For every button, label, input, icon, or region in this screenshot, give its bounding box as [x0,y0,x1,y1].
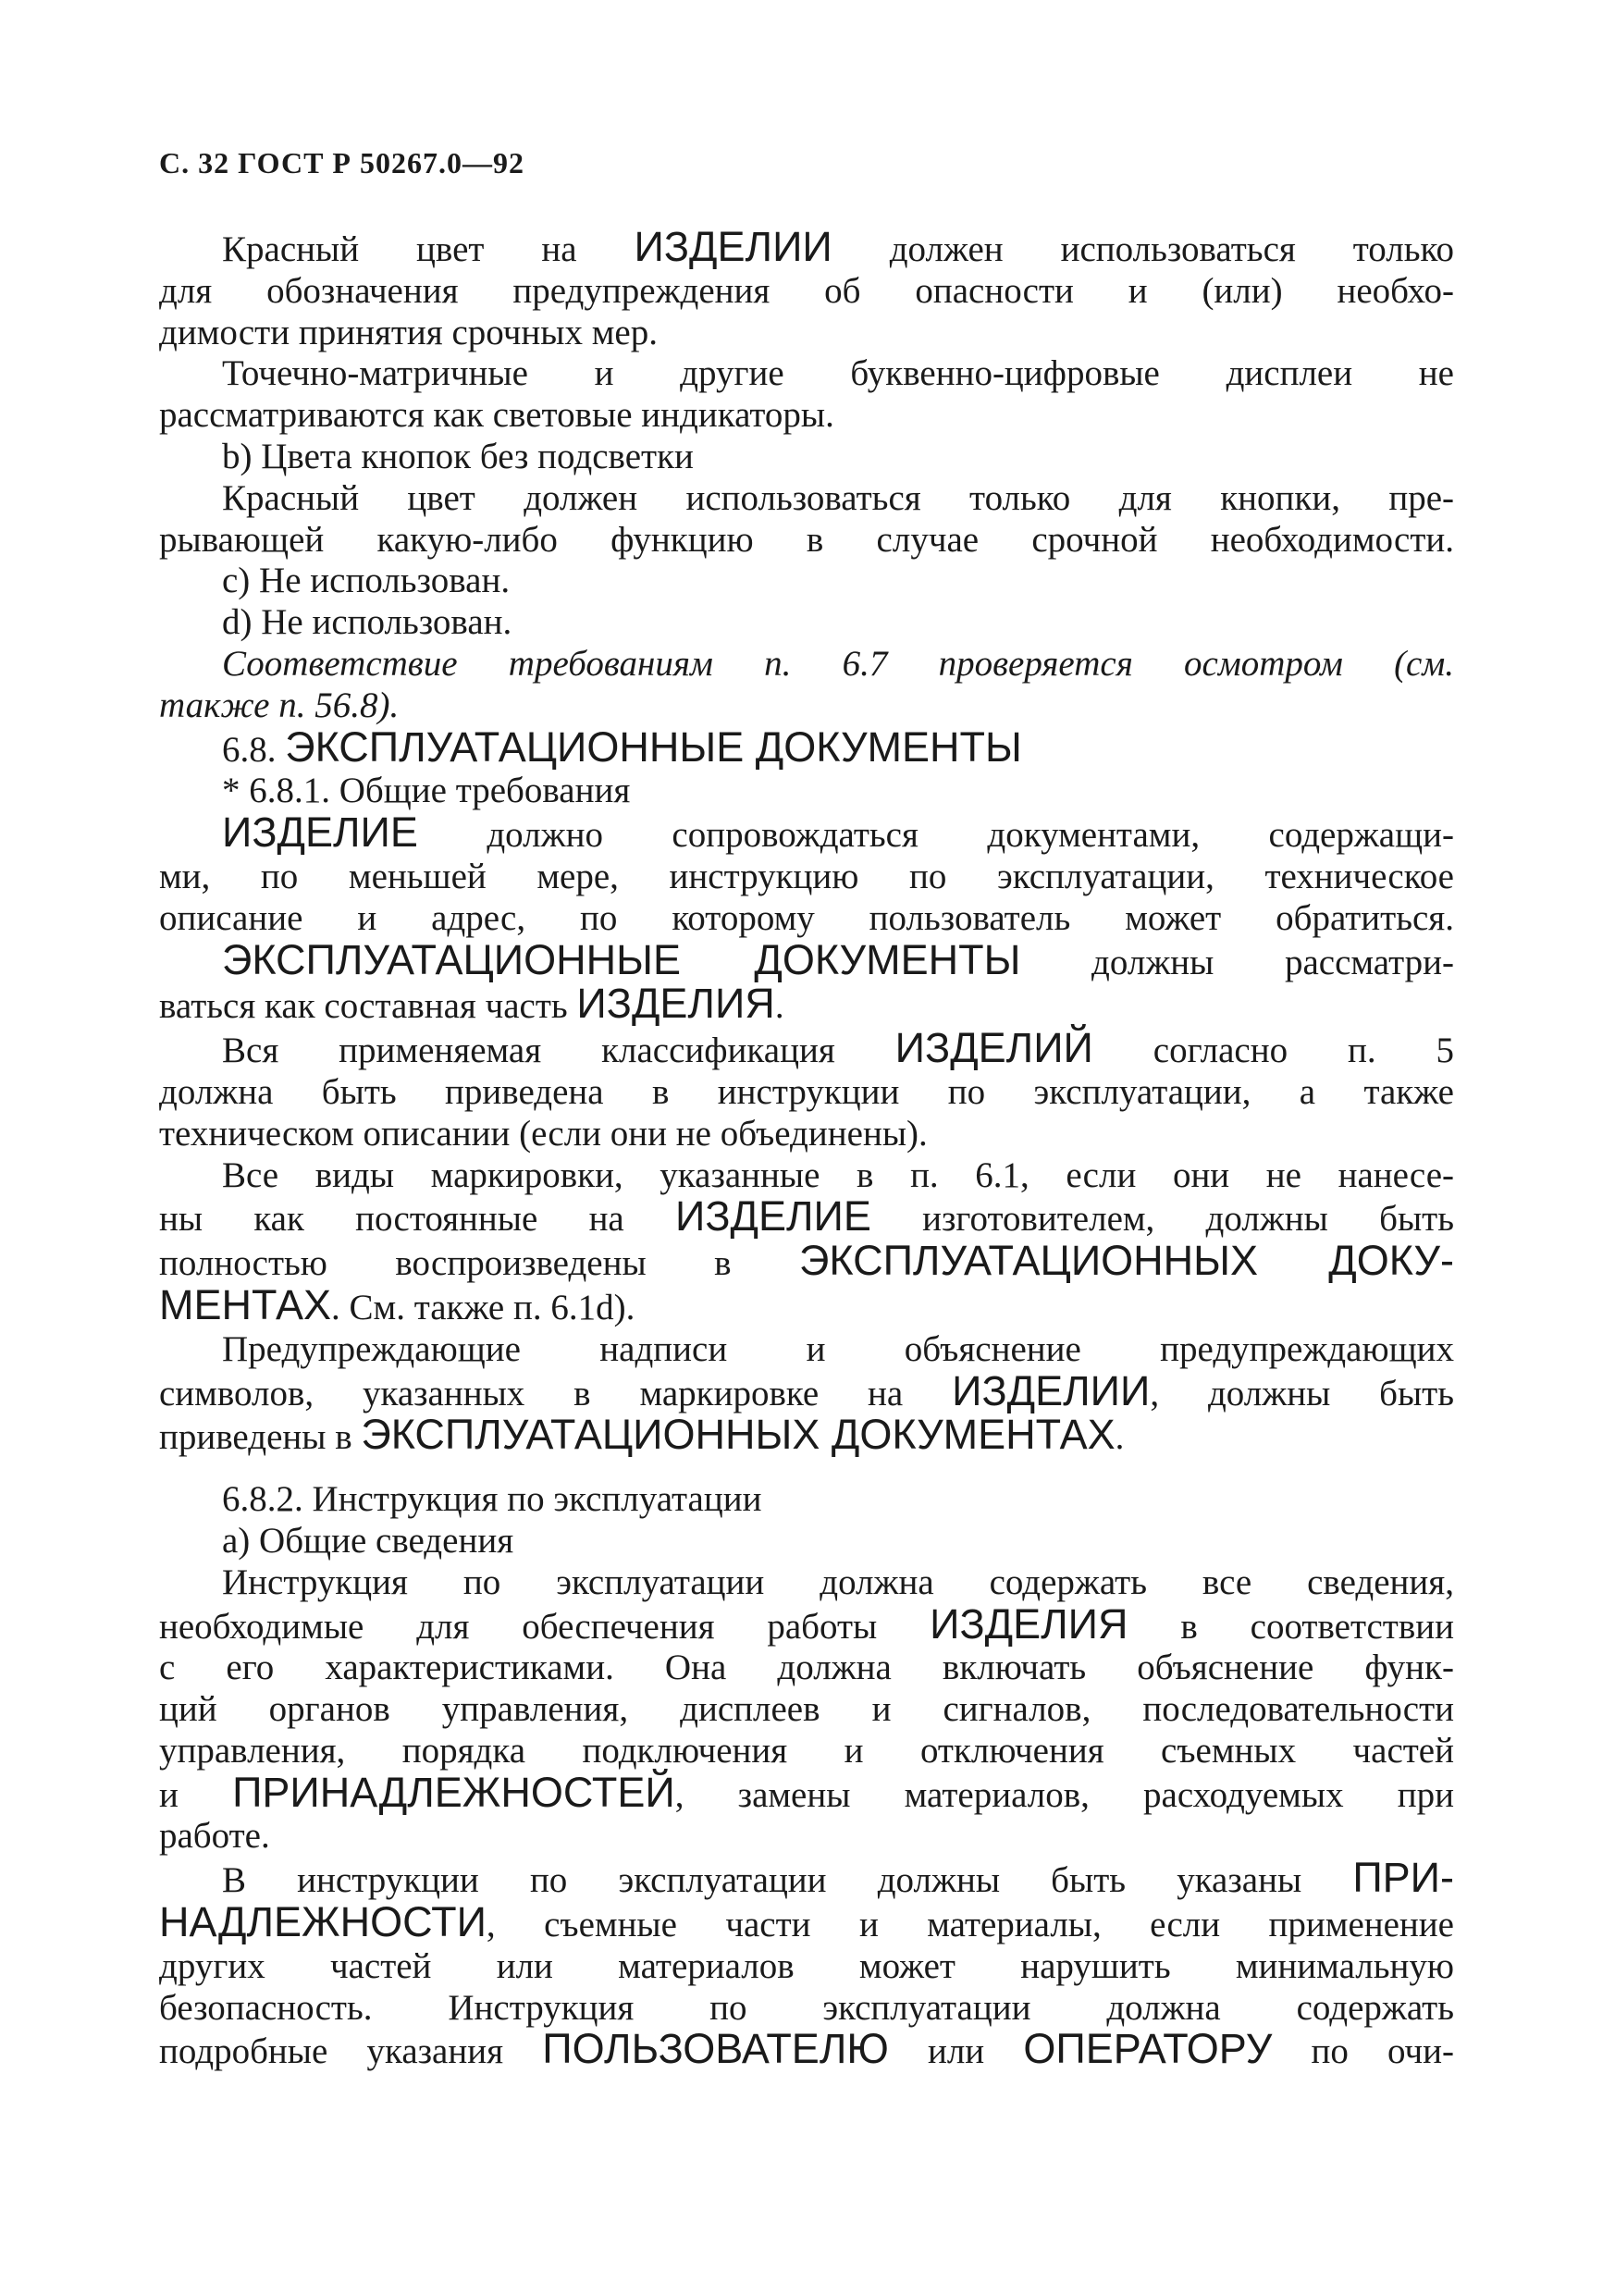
text-segment: с его характеристиками. Она должна включать объяснение функ- [159,1648,1454,1688]
defined-term: ЭКСПЛУАТАЦИОННЫЕ ДОКУМЕНТЫ [285,722,1022,771]
text-line [159,1521,1454,1562]
text-line [159,561,1454,602]
text-segment: необходимые для обеспечения работы [159,1606,931,1647]
text-line [159,1731,1454,1772]
text-line [159,395,1454,437]
paragraph-gap [159,1459,1454,1479]
text-segment: Вся применяемая классификация [222,1031,895,1071]
text-segment: техническом описании (если они не объединены). [159,1113,928,1154]
text-segment: должна быть приведена в инструкции по эксплуатации, а также [159,1071,1454,1112]
text-line [159,1562,1454,1604]
text-segment: * 6.8.1. Общие требования [222,771,631,811]
text-line [159,313,1454,354]
defined-term: НАДЛЕЖНОСТИ [159,1898,487,1946]
text-segment: с) Не использован. [222,561,511,601]
text-segment: , замены материалов, расходуемых при [674,1774,1455,1815]
text-segment: . [1115,1417,1125,1458]
text-line [159,1854,1454,1902]
text-line [159,1114,1454,1155]
text-segment: безопасность. Инструкция по эксплуатации должна содержать [159,1987,1454,2028]
text-line [159,1192,1454,1241]
text-line [159,1768,1455,1817]
defined-term: ЭКСПЛУАТАЦИОННЫЕ ДОКУМЕНТЫ [222,935,1021,983]
text-segment: d) Не использован. [222,602,512,643]
defined-term: ЭКСПЛУАТАЦИОННЫХ ДОКУМЕНТАХ [361,1411,1116,1459]
text-segment: для обозначения предупреждения об опасности и (или) необхо- [159,270,1454,311]
text-line [159,1648,1454,1689]
text-segment: . [774,986,784,1027]
text-line [159,223,1454,271]
text-line [159,1329,1454,1371]
text-segment: полностью воспроизведены в [159,1243,800,1284]
text-segment: ций органов управления, дисплеев и сигналов, последовательности [159,1689,1454,1730]
text-segment: согласно п. 5 [1092,1031,1454,1071]
text-segment: подробные указания [159,2031,543,2072]
defined-term: ИЗДЕЛИЕ [222,809,418,857]
text-segment: символов, указанных в маркировке на [159,1373,953,1413]
text-segment: работе. [159,1816,270,1857]
text-line [159,1689,1454,1731]
text-segment: ми, по меньшей мере, инструкцию по эксплуатации, техническое [159,856,1454,896]
text-segment: Предупреждающие надписи и объяснение предупреждающих [222,1328,1454,1369]
text-segment: ны как постоянные на [159,1199,675,1240]
text-segment: по очи- [1272,2031,1454,2072]
defined-term: ИЗДЕЛИЕ [675,1192,871,1241]
text-segment: Все виды маркировки, указанные в п. 6.1, если они не нанесе- [222,1154,1454,1195]
text-segment: Инструкция по эксплуатации должна содержать все сведения, [222,1562,1454,1602]
text-line [159,2025,1454,2073]
text-segment: ваться как составная часть [159,986,577,1027]
text-segment: Точечно-матричные и другие буквенно-цифровые дисплеи не [222,353,1454,394]
defined-term: ПРИНАДЛЕЖНОСТЕЙ [232,1768,675,1816]
text-segment: изготовителем, должны быть [870,1199,1454,1240]
text-line [159,1280,1454,1329]
text-segment: В инструкции по эксплуатации должны быть указаны [222,1860,1353,1901]
text-segment: . См. также п. 6.1d). [331,1287,635,1327]
italic-text: также п. 56.8). [159,685,400,725]
defined-term: ИЗДЕЛИЯ [576,980,775,1028]
text-line [159,1072,1454,1114]
text-line [159,809,1454,857]
text-line [159,1366,1455,1415]
defined-term: ИЗДЕЛИЯ [930,1599,1128,1648]
text-line [159,898,1454,940]
defined-term: ПОЛЬЗОВАТЕЛЮ [542,2025,889,2073]
text-segment: в соответствии [1128,1606,1455,1647]
text-segment: должны рассматри- [1020,942,1454,982]
text-line [159,602,1454,644]
defined-term: МЕНТАХ [159,1280,332,1328]
text-line [159,1816,1454,1858]
text-segment: Красный цвет на [222,229,635,269]
text-line [159,271,1454,313]
text-segment: , съемные части и материалы, если применение [486,1905,1454,1945]
text-line [159,1155,1454,1197]
defined-term: ПРИ- [1352,1854,1454,1902]
text-segment: и [159,1774,233,1815]
page-header: С. 32 ГОСТ Р 50267.0—92 [159,146,524,179]
text-segment: рассматриваются как световые индикаторы. [159,395,834,436]
text-segment: приведены в [159,1417,362,1458]
text-segment: управления, порядка подключения и отключения съемных частей [159,1730,1454,1771]
text-segment: должно сопровождаться документами, содержащи- [417,815,1454,856]
text-line [159,1988,1454,2030]
document-body [159,223,1455,2073]
text-line [159,1024,1454,1072]
text-line [159,437,1454,478]
text-line [159,1599,1455,1648]
text-segment: рывающей какую-либо функцию в случае срочной необходимости. [159,519,1454,560]
text-line [159,685,1454,727]
text-segment: описание и адрес, по которому пользователь может обратиться. [159,897,1454,938]
text-segment: Красный цвет должен использоваться только для кнопки, пре- [222,477,1454,518]
text-segment: а) Общие сведения [222,1520,514,1561]
italic-text: Соответствие требованиям п. 6.7 проверяется осмотром (см. [222,643,1454,684]
defined-term: ИЗДЕЛИЙ [894,1024,1093,1072]
text-segment: 6.8.2. Инструкция по эксплуатации [222,1479,762,1520]
text-line [159,478,1454,520]
text-segment: 6.8. [222,729,286,770]
text-line [159,857,1454,898]
text-segment: b) Цвета кнопок без подсветки [222,436,694,476]
text-line [159,520,1454,562]
text-line [159,980,1454,1028]
text-line [159,1411,1454,1459]
text-line [159,1237,1455,1285]
text-line [159,771,1454,812]
text-line [159,722,1454,772]
defined-term: ИЗДЕЛИИ [634,223,832,270]
text-segment: , должны быть [1150,1373,1455,1413]
text-line [159,353,1454,395]
text-segment: или [888,2031,1024,2072]
defined-term: ЭКСПЛУАТАЦИОННЫХ ДОКУ- [799,1237,1455,1285]
text-segment: димости принятия срочных мер. [159,312,658,352]
defined-term: ИЗДЕЛИИ [952,1366,1151,1414]
text-line [159,935,1454,984]
text-line [159,1946,1454,1988]
text-line [159,1479,1454,1521]
text-line [159,644,1454,685]
text-line [159,1898,1454,1946]
text-segment: других частей или материалов может нарушить минимальную [159,1945,1454,1986]
defined-term: ОПЕРАТОРУ [1023,2025,1273,2073]
text-segment: должен использоваться только [832,229,1454,269]
